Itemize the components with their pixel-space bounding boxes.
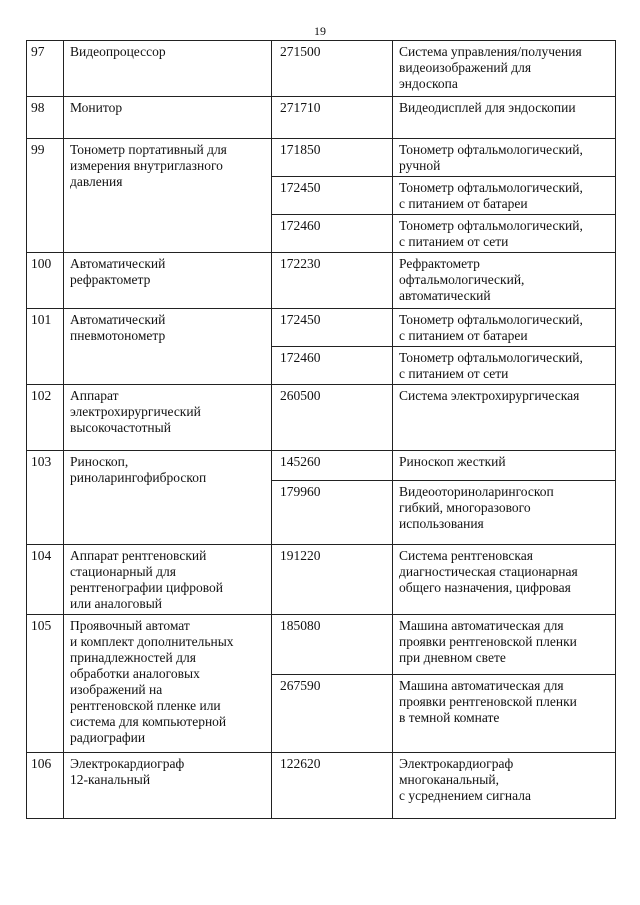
row-number: 103 [27, 451, 64, 545]
equipment-description: Риноскоп жесткий [399, 454, 506, 469]
equipment-code: 271500 [272, 41, 393, 97]
row-number: 98 [27, 97, 64, 139]
table-row [27, 41, 616, 97]
table-row [27, 545, 616, 615]
table-row [27, 753, 616, 819]
equipment-description: Система электрохирургическая [399, 388, 580, 403]
equipment-description: Машина автоматическая для проявки рентгеновской пленки при дневном свете [399, 618, 577, 665]
table-row [27, 309, 616, 347]
equipment-code: 191220 [272, 545, 393, 615]
equipment-description: Система управления/получения видеоизображений для эндоскопа [399, 44, 582, 91]
table-row [27, 615, 616, 675]
equipment-name: Тонометр портативный для измерения внутриглазного давления [70, 142, 227, 189]
equipment-description: Тонометр офтальмологический, с питанием от сети [399, 218, 583, 249]
row-number: 97 [27, 41, 64, 97]
equipment-description: Тонометр офтальмологический, ручной [399, 142, 583, 173]
equipment-description: Рефрактометр офтальмологический, автоматический [399, 256, 525, 303]
equipment-code: 172230 [272, 253, 393, 309]
equipment-name: Аппарат электрохирургический высокочастотный [70, 388, 201, 435]
row-number: 106 [27, 753, 64, 819]
equipment-description: Тонометр офтальмологический, с питанием от батареи [399, 312, 583, 343]
equipment-name: Автоматический рефрактометр [70, 256, 166, 287]
row-number: 99 [27, 139, 64, 253]
equipment-name: Видеопроцессор [70, 44, 166, 59]
row-number: 100 [27, 253, 64, 309]
equipment-code: 171850 [272, 139, 393, 177]
equipment-description: Система рентгеновская диагностическая стационарная общего назначения, цифровая [399, 548, 578, 595]
equipment-name: Аппарат рентгеновский стационарный для рентгенографии цифровой или аналоговый [70, 548, 223, 611]
equipment-code: 145260 [272, 451, 393, 481]
row-number: 104 [27, 545, 64, 615]
row-number: 105 [27, 615, 64, 753]
equipment-code: 271710 [272, 97, 393, 139]
equipment-description: Электрокардиограф многоканальный, с усреднением сигнала [399, 756, 531, 803]
equipment-code: 122620 [272, 753, 393, 819]
table-row [27, 97, 616, 139]
row-number: 102 [27, 385, 64, 451]
equipment-code: 172450 [272, 177, 393, 215]
equipment-code: 260500 [272, 385, 393, 451]
row-number: 101 [27, 309, 64, 385]
table-row [27, 385, 616, 451]
table-row [27, 139, 616, 177]
equipment-description: Видеооториноларингоскоп гибкий, многоразового использования [399, 484, 554, 531]
equipment-name: Монитор [70, 100, 123, 115]
table-row [27, 451, 616, 481]
equipment-table [26, 40, 616, 819]
table-row [27, 253, 616, 309]
equipment-name: Риноскоп, риноларингофиброскоп [70, 454, 207, 485]
page-number: 19 [314, 24, 326, 38]
equipment-code: 185080 [272, 615, 393, 675]
equipment-name: Автоматический пневмотонометр [70, 312, 166, 343]
equipment-name: Электрокардиограф 12-канальный [70, 756, 185, 787]
equipment-code: 172460 [272, 215, 393, 253]
equipment-code: 179960 [272, 481, 393, 545]
equipment-description: Видеодисплей для эндоскопии [399, 100, 576, 115]
equipment-description: Тонометр офтальмологический, с питанием от батареи [399, 180, 583, 211]
equipment-description: Машина автоматическая для проявки рентгеновской пленки в темной комнате [399, 678, 577, 725]
equipment-code: 267590 [272, 675, 393, 753]
equipment-description: Тонометр офтальмологический, с питанием от сети [399, 350, 583, 381]
equipment-code: 172450 [272, 309, 393, 347]
equipment-code: 172460 [272, 347, 393, 385]
equipment-name: Проявочный автомат и комплект дополнительных принадлежностей для обработки аналоговых изображений на рентгеновской пленке или система для компьютерной радиографии [70, 618, 234, 745]
